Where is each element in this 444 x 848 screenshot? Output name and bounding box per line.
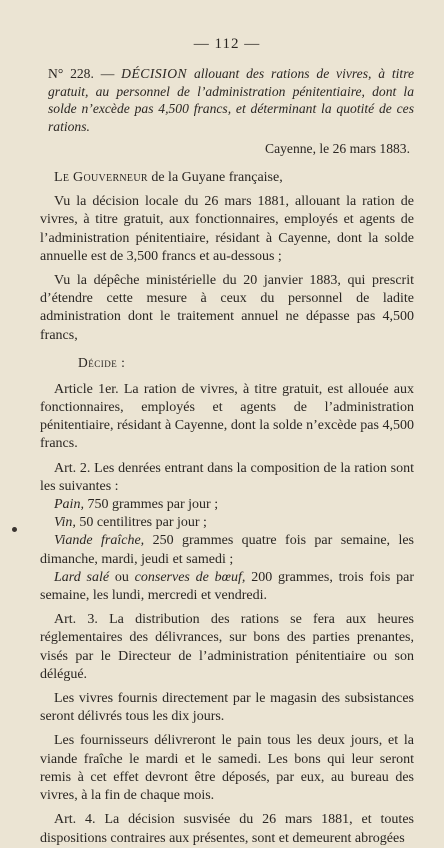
decide-label: Décide : <box>78 354 126 370</box>
article-1 <box>40 381 414 454</box>
article-1-text: La ration de vivres, à titre gratuit, est allouée aux fonctionnaires, employés et agents de l’administration pénitentiaire, résidant à Cayenne, dont la solde n’excède pas 4,500 francs. <box>40 381 414 452</box>
decision-title: DÉCISION <box>121 66 188 81</box>
governor-line <box>40 169 414 187</box>
ration-item-lard <box>40 569 414 605</box>
decision-heading <box>48 65 414 135</box>
ration-item-wine <box>40 514 414 532</box>
governor-rest: de la Guyane française, <box>147 170 283 185</box>
article-4: Art. 4. La décision susvisée du 26 mars 1881, et toutes dispositions contraires aux présentes, sont et demeurent abrogées <box>40 812 414 846</box>
ration-item-meat <box>40 532 414 568</box>
ration-item-name: Viande fraîche, <box>54 533 145 549</box>
article-3: Art. 3. La distribution des rations se fera aux heures réglementaires des délivrances, sur bons des parties prenantes, visés par le Directeur de l’administration pénitentiaire ou son délégué. <box>40 612 414 682</box>
dateline: Cayenne, le 26 mars 1883. <box>265 141 410 156</box>
ration-item-name: Pain, <box>54 497 84 513</box>
article-3-para-3: Les fournisseurs délivreront le pain tous les deux jours, et la viande fraîche le mardi et le samedi. Les bons qui leur seront remis à cet effet devront être déposés, par eux, au bureau des vivres, à la fin de chaque mois. <box>40 733 414 804</box>
article-1-label: Article 1er. <box>54 381 119 397</box>
ration-item-name: Lard salé <box>54 569 110 585</box>
decision-number: N° 228. — <box>48 66 115 81</box>
article-2: Art. 2. Les denrées entrant dans la composition de la ration sont les suivantes : <box>40 460 414 494</box>
considerant-1: Vu la décision locale du 26 mars 1881, allouant la ration de vivres, à titre gratuit, aux fonctionnaires, employés et agents de l’administration pénitentiaire, résidant à Cayenne, dont la solde annuelle est de 3,500 francs et au-dessous ; <box>40 194 414 264</box>
ration-item-name: conserves de bœuf, <box>134 569 246 585</box>
ration-item-bread <box>40 496 414 514</box>
ration-item-detail: 50 centilitres par jour ; <box>75 515 207 531</box>
governor-title: Le Gouverneur <box>54 170 148 185</box>
article-3-para-2: Les vivres fournis directement par le magasin des subsistances seront délivrés tous les dix jours. <box>40 691 414 725</box>
ration-item-detail: 250 grammes quatre fois par semaine, les dimanche, mardi, jeudi et samedi ; <box>40 533 414 567</box>
ration-item-name: Vin, <box>54 515 76 531</box>
margin-dot <box>12 527 17 532</box>
ration-item-detail: 750 grammes par jour ; <box>83 497 219 513</box>
ration-item-connector: ou <box>109 569 135 585</box>
page-number: — 112 — <box>193 36 261 52</box>
considerant-2: Vu la dépêche ministérielle du 20 janvier 1883, qui prescrit d’étendre cette mesure à ceux du personnel de ladite administration dont le traitement annuel ne dépasse pas 4,500 francs, <box>40 273 414 343</box>
decision-summary: allouant des rations de vivres, à titre gratuit, au personnel de l’administration pénitentiaire, dont la solde n’excède pas 4,500 francs, et déterminant la quotité de ces rations. <box>48 66 415 134</box>
ration-item-detail: 200 grammes, trois fois par semaine, les lundi, mercredi et vendredi. <box>40 569 414 604</box>
